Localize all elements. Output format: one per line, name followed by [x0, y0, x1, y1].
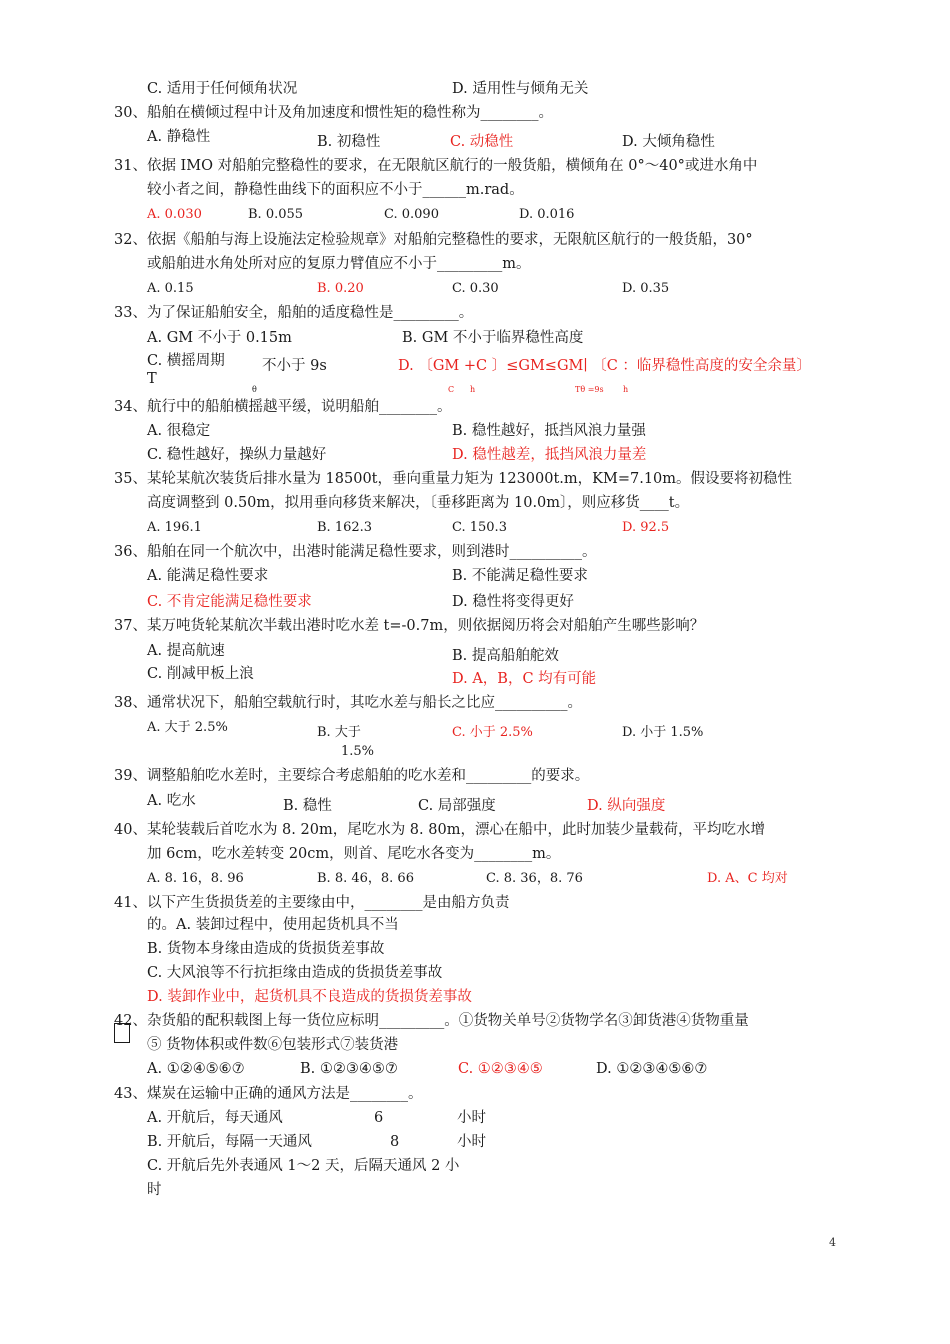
q35-stem-line1: 35、某轮某航次装货后排水量为 18500t，垂向重量力矩为 123000t.m，KM=7.10m。假设要将初稳性 [114, 471, 793, 487]
q29-option-c: C. 适用于任何倾角状况 [147, 81, 298, 97]
q42-option-b: B. ①②③④⑤⑦ [300, 1061, 398, 1077]
q33-stem: 33、为了保证船舶安全，船舶的适度稳性是_________。 [114, 305, 474, 321]
q43-option-a: A. 开航后，每天通风 [147, 1110, 283, 1126]
q33-option-d-answer: D. 〔GM +C 〕≤GM≤GM∣ 〔C ：临界稳性高度的安全余量〕 [398, 358, 811, 374]
q42-option-c-answer: C. ①②③④⑤ [458, 1061, 543, 1077]
q36-stem: 36、船舶在同一个航次中，出港时能满足稳性要求，则到港时__________。 [114, 544, 597, 560]
q32-option-c: C. 0.30 [452, 281, 499, 296]
q40-option-b: B. 8. 46，8. 66 [317, 871, 414, 886]
q38-stem: 38、通常状况下，船舶空载航行时，其吃水差与船长之比应__________。 [114, 695, 582, 711]
q32-stem-line2: 或船舶进水角处所对应的复原力臂值应不小于_________m。 [147, 256, 531, 272]
q32-option-a: A. 0.15 [147, 281, 194, 296]
q35-option-b: B. 162.3 [317, 520, 373, 535]
q29-option-d: D. 适用性与倾角无关 [452, 81, 589, 97]
q30-option-c-answer: C. 动稳性 [450, 134, 514, 150]
q41-option-b: B. 货物本身缘由造成的货损货差事故 [147, 941, 385, 957]
q33-option-b: B. GM 不小于临界稳性高度 [402, 330, 584, 346]
q40-stem-line1: 40、某轮装载后首吃水为 8. 20m，尾吃水为 8. 80m，漂心在船中，此时加装少量载荷，平均吃水增 [114, 822, 765, 838]
q33-subscript-h2: h [623, 385, 629, 394]
q43-option-b-unit: 小时 [457, 1134, 486, 1150]
q30-option-a: A. 静稳性 [147, 129, 211, 145]
q38-option-a: A. 大于 2.5% [147, 720, 228, 735]
page-number: 4 [829, 1236, 836, 1249]
q42-option-a: A. ①②④⑤⑥⑦ [147, 1061, 245, 1077]
q31-option-d: D. 0.016 [519, 207, 575, 222]
q41-stem-line1: 41、以下产生货损货差的主要缘由中，________是由船方负责 [114, 895, 510, 911]
q30-option-b: B. 初稳性 [317, 134, 381, 150]
q32-stem-line1: 32、依据《船舶与海上设施法定检验规章》对船舶完整稳性的要求，无限航区航行的一般货船，30° [114, 232, 753, 248]
q36-option-a: A. 能满足稳性要求 [147, 568, 269, 584]
q38-option-b-value: 1.5% [341, 744, 375, 759]
q38-option-c-answer: C. 小于 2.5% [452, 725, 533, 740]
q33-option-c: C. 横摇周期 [147, 353, 225, 369]
q38-option-d: D. 小于 1.5% [622, 725, 704, 740]
q30-stem: 30、船舶在横倾过程中计及角加速度和惯性矩的稳性称为________。 [114, 105, 553, 121]
q40-stem-line2: 加 6cm，吃水差转变 20cm，则首、尾吃水各变为________m。 [147, 846, 561, 862]
q32-option-b-answer: B. 0.20 [317, 281, 364, 296]
q34-option-b: B. 稳性越好，抵挡风浪力量强 [452, 423, 646, 439]
q39-option-b: B. 稳性 [283, 798, 332, 814]
q37-option-a: A. 提高航速 [147, 643, 225, 659]
q36-option-b: B. 不能满足稳性要求 [452, 568, 588, 584]
q31-stem-line1: 31、依据 IMO 对船舶完整稳性的要求，在无限航区航行的一般货船，横倾角在 0°～40°或进水角中 [114, 158, 758, 174]
q39-option-d-answer: D. 纵向强度 [587, 798, 666, 814]
q43-option-a-hours: 6 [374, 1110, 384, 1126]
q36-option-c-answer: C. 不肯定能满足稳性要求 [147, 594, 312, 610]
q43-option-b: B. 开航后，每隔一天通风 [147, 1134, 312, 1150]
q31-option-b: B. 0.055 [248, 207, 304, 222]
q40-option-d-answer: D. A、C 均对 [707, 871, 788, 886]
q34-option-a: A. 很稳定 [147, 423, 211, 439]
q35-option-d-answer: D. 92.5 [622, 520, 670, 535]
q31-option-c: C. 0.090 [384, 207, 439, 222]
q33-subscript-c: C [448, 385, 455, 394]
q37-option-b: B. 提高船舶舵效 [452, 648, 559, 664]
q41-option-c: C. 大风浪等不行抗拒缘由造成的货损货差事故 [147, 965, 443, 981]
q35-stem-line2: 高度调整到 0.50m，拟用垂向移货来解决，〔垂移距离为 10.0m〕，则应移货____t。 [147, 495, 690, 511]
q36-option-d: D. 稳性将变得更好 [452, 594, 574, 610]
q33-option-c-subscript: θ [252, 385, 257, 394]
q43-option-c-cont: 时 [147, 1182, 162, 1198]
q37-stem: 37、某万吨货轮某航次半载出港时吃水差 t=-0.7m，则依据阅历将会对船舶产生哪些影响？ [114, 618, 705, 634]
q39-stem: 39、调整船舶吃水差时，主要综合考虑船舶的吃水差和_________的要求。 [114, 768, 590, 784]
q31-option-a-answer: A. 0.030 [147, 207, 202, 222]
q30-option-d: D. 大倾角稳性 [622, 134, 715, 150]
q43-option-b-hours: 8 [390, 1134, 400, 1150]
q37-option-c: C. 削减甲板上浪 [147, 666, 254, 682]
q34-option-c: C. 稳性越好，操纵力量越好 [147, 447, 327, 463]
q34-stem: 34、航行中的船舶横摇越平缓，说明船舶________。 [114, 399, 452, 415]
q43-stem: 43、煤炭在运输中正确的通风方法是________。 [114, 1086, 423, 1102]
q40-option-a: A. 8. 16，8. 96 [147, 871, 244, 886]
q33-option-c-symbol: T [147, 371, 157, 387]
q32-option-d: D. 0.35 [622, 281, 670, 296]
q43-option-c: C. 开航后先外表通风 1～2 天，后隔天通风 2 小 [147, 1158, 460, 1174]
q33-subscript-t: Tθ =9s [575, 385, 604, 394]
q40-option-c: C. 8. 36，8. 76 [486, 871, 583, 886]
q31-stem-line2: 较小者之间，静稳性曲线下的面积应不小于______m.rad。 [147, 182, 524, 198]
q39-option-a: A. 吃水 [147, 793, 196, 809]
q39-option-c: C. 局部强度 [418, 798, 496, 814]
q33-option-c-value: 不小于 9s [262, 358, 327, 374]
q34-option-d-answer: D. 稳性越差，抵挡风浪力量差 [452, 447, 647, 463]
q42-stem-line1: 42、杂货船的配积载图上每一货位应标明_________。①货物关单号②货物学名③卸货港④货物重量 [114, 1013, 749, 1029]
q42-option-d: D. ①②③④⑤⑥⑦ [596, 1061, 708, 1077]
q35-option-a: A. 196.1 [147, 520, 202, 535]
q38-option-b: B. 大于 [317, 725, 361, 740]
q33-subscript-h: h [470, 385, 476, 394]
q35-option-c: C. 150.3 [452, 520, 507, 535]
q37-option-d-answer: D. A，B，C 均有可能 [452, 671, 597, 687]
q41-option-d-answer: D. 装卸作业中，起货机具不良造成的货损货差事故 [147, 989, 472, 1005]
q43-option-a-unit: 小时 [457, 1110, 486, 1126]
q42-stem-line2: ⑤ 货物体积或件数⑥包装形式⑦装货港 [147, 1037, 399, 1053]
q41-stem-line2: 的。A. 装卸过程中，使用起货机具不当 [147, 917, 399, 933]
q33-option-a: A. GM 不小于 0.15m [147, 330, 292, 346]
